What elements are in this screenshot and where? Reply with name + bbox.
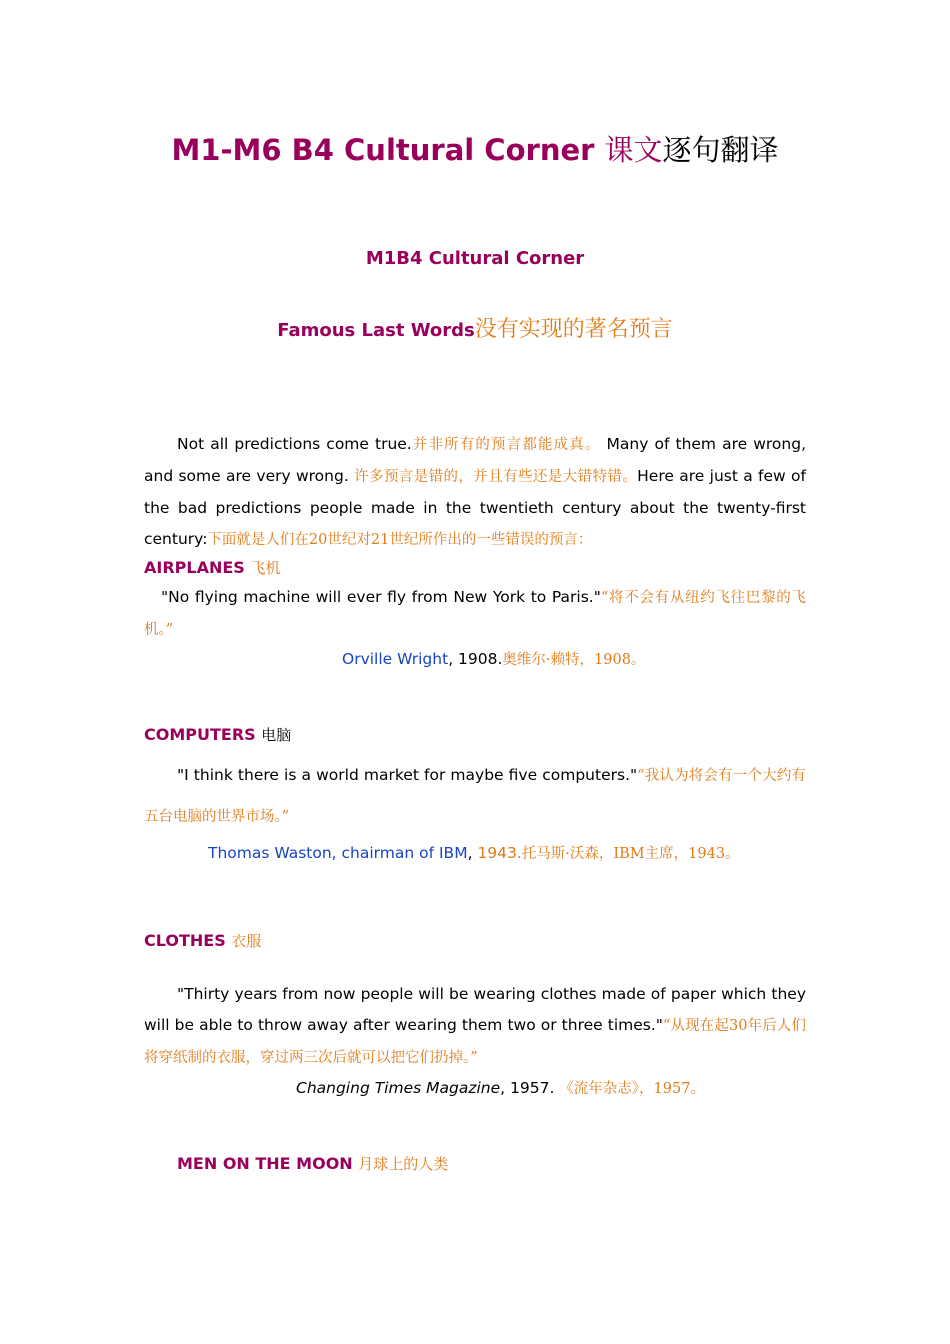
airplanes-heading <box>144 557 280 578</box>
airplanes-heading-en: AIRPLANES <box>144 558 245 577</box>
computers-quote-zh: “我认为将会有一个大约有五台电脑的世界市场。” <box>144 768 806 825</box>
computers-author-zh: 托马斯·沃森，IBM主席，1943。 <box>521 846 740 862</box>
intro-translation-2: 许多预言是错的，并且有些还是大错特错。 <box>354 469 638 485</box>
clothes-heading-en: CLOTHES <box>144 931 226 950</box>
document-title-zh-2: 逐句翻译 <box>662 133 779 167</box>
computers-year: 1943. <box>477 844 522 862</box>
clothes-quote-zh: “从现在起30年后人们将穿纸制的衣服，穿过两三次后就可以把它们扔掉。” <box>144 1018 806 1066</box>
computers-quote <box>144 755 806 837</box>
article-title-zh: 没有实现的著名预言 <box>474 317 673 342</box>
intro-sentence-2: Many of them are wrong, and some are very wrong. <box>144 435 807 485</box>
intro-sentence-1: Not all predictions come true. <box>177 435 412 453</box>
computers-heading <box>144 724 291 745</box>
article-title <box>0 312 950 343</box>
airplanes-year: , 1908. <box>448 650 503 668</box>
clothes-year: , 1957. <box>500 1079 560 1097</box>
airplanes-quote-zh: “将不会有从纽约飞往巴黎的飞机。” <box>144 590 806 638</box>
intro-translation-1: 并非所有的预言都能成真。 <box>411 437 601 453</box>
airplanes-quote-en: "No flying machine will ever fly from New York to Paris." <box>161 588 601 606</box>
airplanes-author: Orville Wright <box>342 650 449 668</box>
clothes-source: Changing Times Magazine <box>296 1079 501 1097</box>
clothes-quote <box>144 979 806 1074</box>
article-title-en: Famous Last Words <box>277 320 475 341</box>
moon-heading-en: MEN ON THE MOON <box>177 1154 353 1173</box>
computers-author: Thomas Waston, chairman of IBM <box>208 844 468 862</box>
computers-attribution <box>208 842 740 863</box>
computers-quote-en: "I think there is a world market for maybe five computers." <box>177 766 638 784</box>
airplanes-heading-zh: 飞机 <box>250 559 281 577</box>
section-title: M1B4 Cultural Corner <box>365 248 585 269</box>
document-title-zh-1: 课文 <box>604 133 663 167</box>
airplanes-quote <box>144 582 806 646</box>
clothes-quote-en: "Thirty years from now people will be wearing clothes made of paper which they will be able to throw away after wearing them two or three times." <box>144 985 806 1034</box>
moon-heading-zh: 月球上的人类 <box>358 1155 449 1173</box>
clothes-attribution <box>296 1077 705 1098</box>
clothes-heading-zh: 衣服 <box>231 932 262 950</box>
airplanes-attribution <box>342 648 645 669</box>
moon-heading <box>177 1153 448 1174</box>
computers-comma: , <box>467 844 478 862</box>
clothes-source-zh: 《流年杂志》，1957。 <box>559 1081 705 1097</box>
computers-heading-zh: 电脑 <box>261 726 292 744</box>
clothes-heading <box>144 930 261 951</box>
computers-heading-en: COMPUTERS <box>144 725 256 744</box>
airplanes-author-zh: 奥维尔·赖特，1908。 <box>502 652 646 668</box>
document-title <box>0 128 950 169</box>
document-title-en: M1-M6 B4 Cultural Corner <box>171 133 605 167</box>
intro-translation-3: 下面就是人们在20世纪对21世纪所作出的一些错误的预言： <box>207 532 593 548</box>
intro-paragraph <box>144 429 806 556</box>
intro-sentence-3: Here are just a few of the bad predictions people made in the twentieth century about the twenty-first century: <box>144 467 806 548</box>
